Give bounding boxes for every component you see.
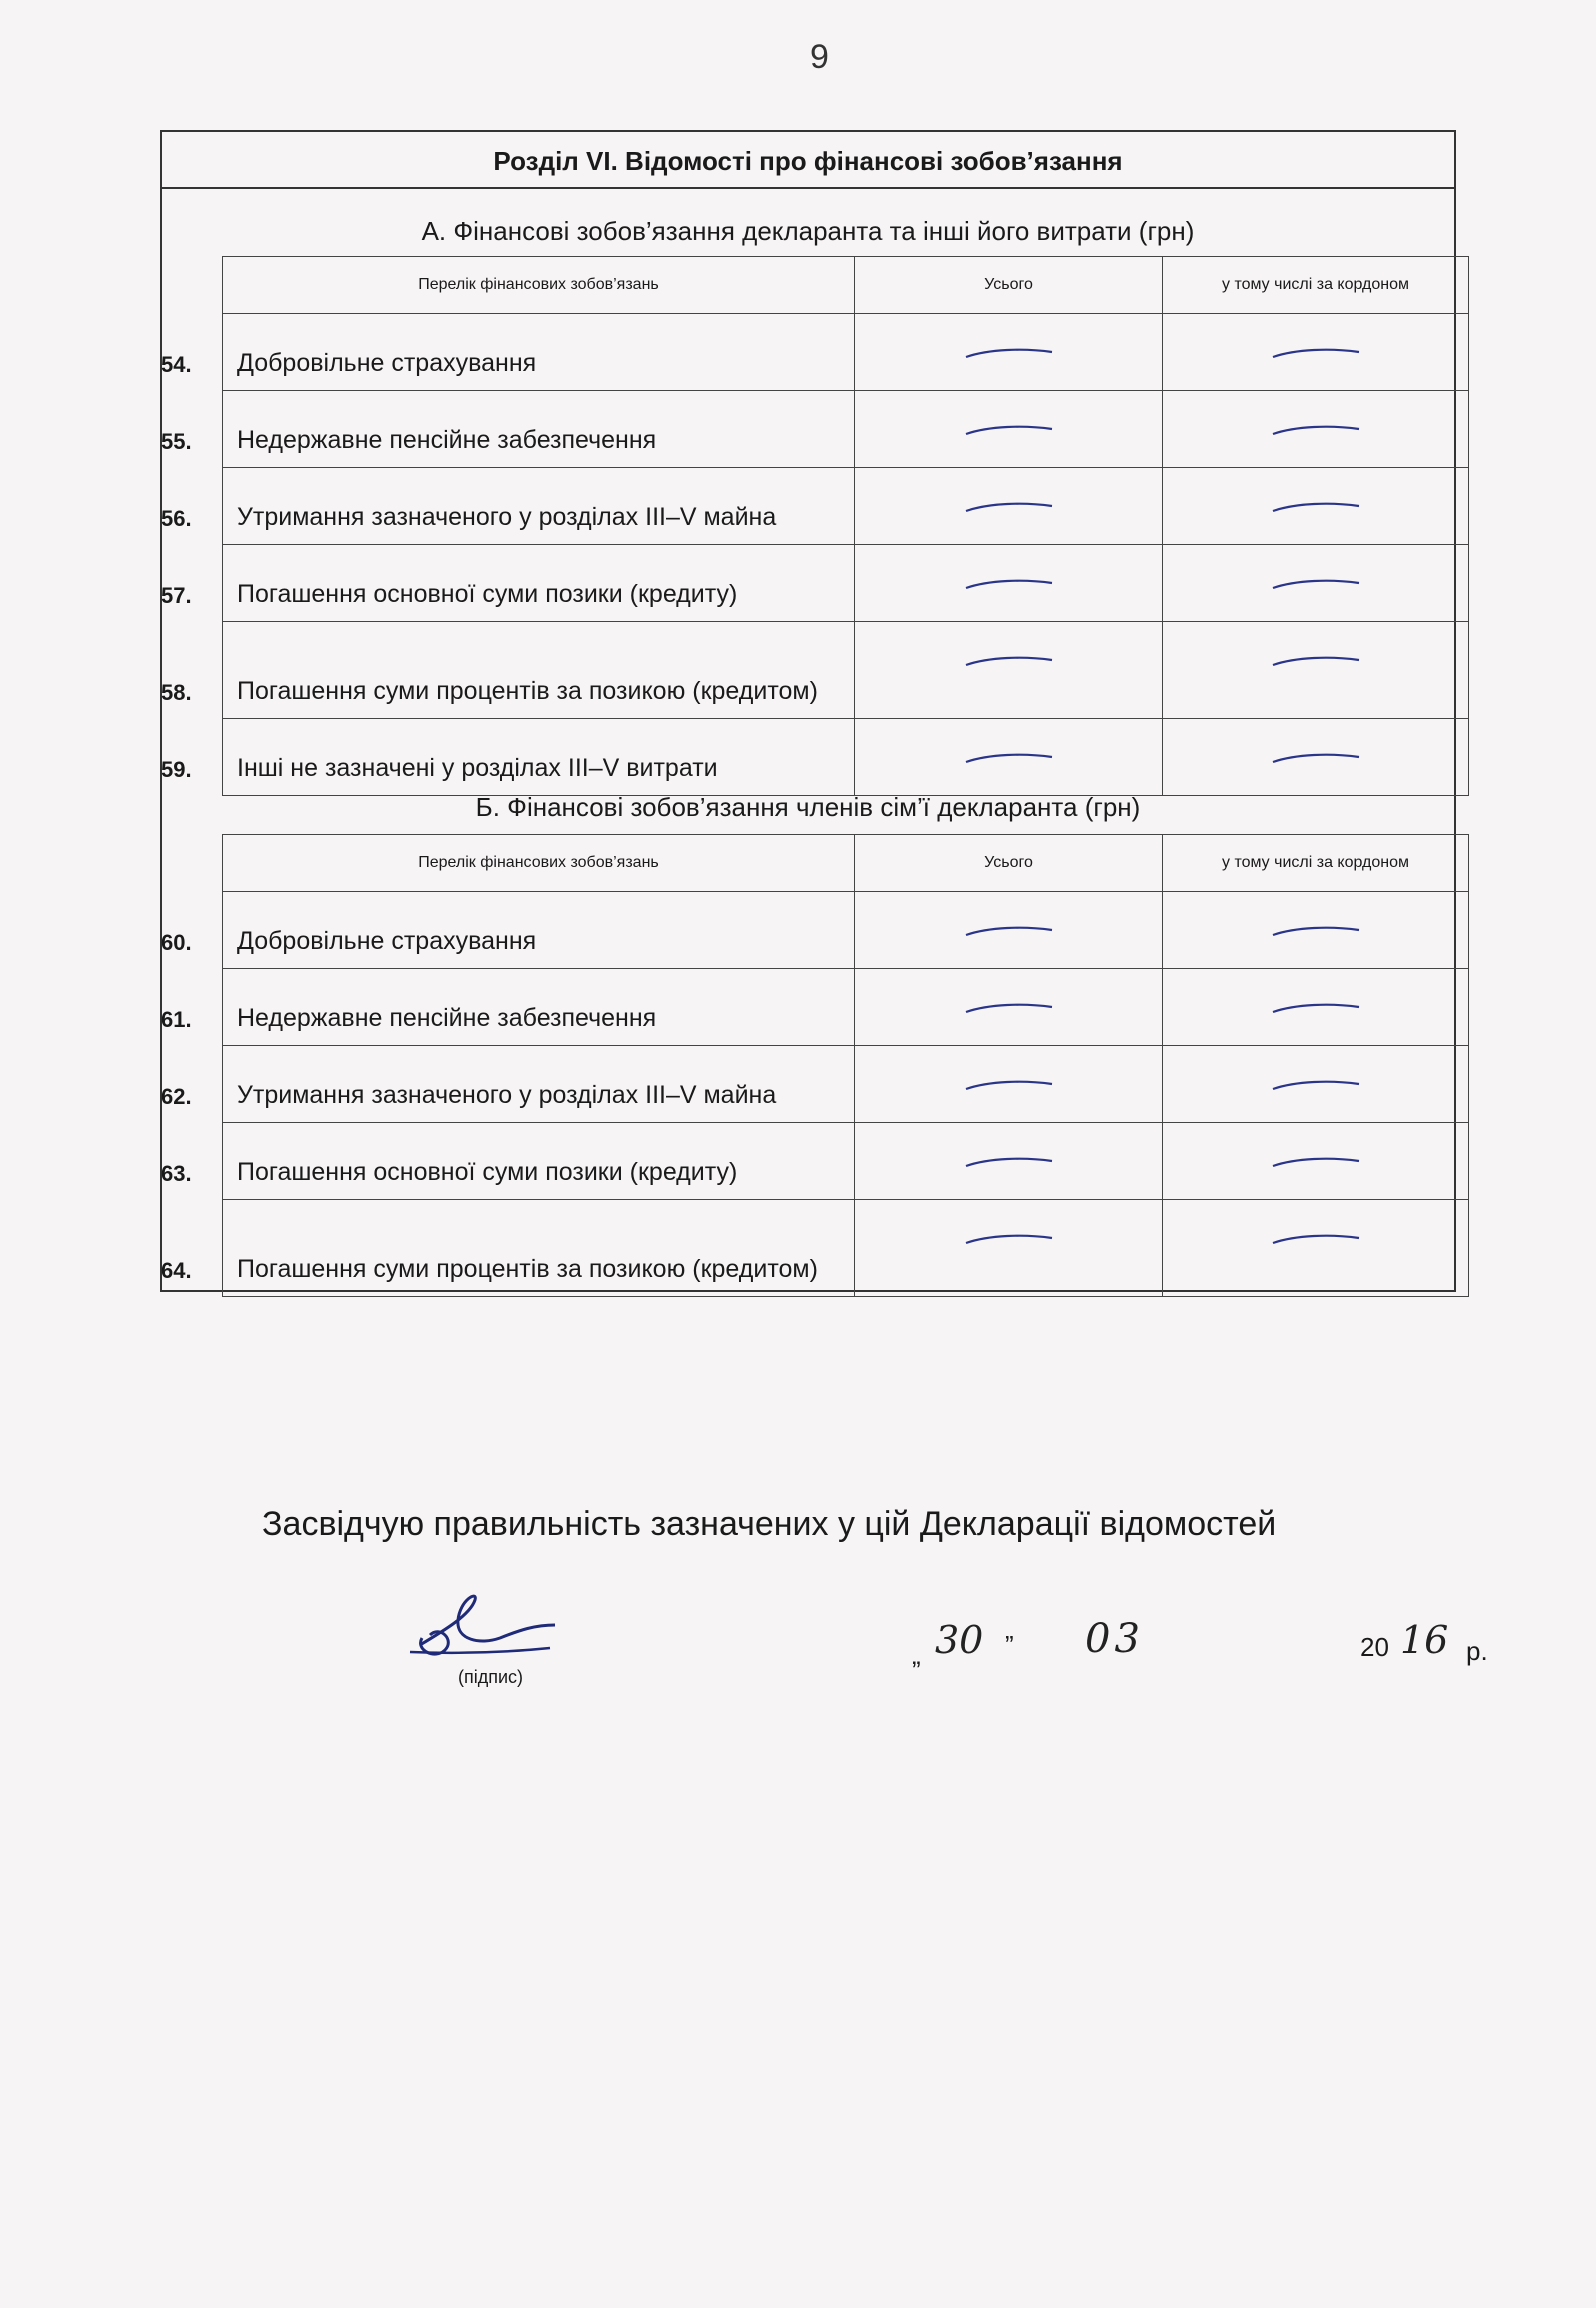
signature-label: (підпис) bbox=[458, 1667, 524, 1687]
row-number: 63. bbox=[161, 1161, 192, 1186]
obligation-label: Недержавне пенсійне забезпечення bbox=[237, 426, 657, 454]
obligation-cell bbox=[161, 391, 855, 468]
obligation-cell bbox=[161, 892, 855, 969]
obligation-label: Добровільне страхування bbox=[237, 927, 537, 955]
total-cell bbox=[855, 1046, 1163, 1123]
financial-obligations-section bbox=[160, 130, 1456, 1292]
obligation-label: Добровільне страхування bbox=[237, 349, 537, 377]
obligation-cell bbox=[161, 314, 855, 391]
row-number: 64. bbox=[161, 1258, 192, 1283]
row-number: 58. bbox=[161, 680, 192, 705]
abroad-cell bbox=[1163, 1046, 1469, 1123]
page-number: 9 bbox=[810, 38, 829, 76]
table-row bbox=[223, 545, 1469, 622]
obligation-label: Погашення основної суми позики (кредиту) bbox=[237, 1158, 738, 1186]
table-header-row bbox=[223, 257, 1469, 314]
handwritten-dash bbox=[964, 423, 1054, 437]
date-close-quote: ” bbox=[1005, 1630, 1014, 1660]
obligation-cell bbox=[161, 468, 855, 545]
abroad-cell bbox=[1163, 1200, 1469, 1297]
total-cell bbox=[855, 622, 1163, 719]
handwritten-dash bbox=[1271, 500, 1361, 514]
obligation-cell bbox=[161, 1123, 855, 1200]
handwritten-dash bbox=[964, 1155, 1054, 1169]
obligation-cell bbox=[161, 719, 855, 796]
abroad-cell bbox=[1163, 892, 1469, 969]
date-day: 30 bbox=[935, 1618, 984, 1662]
column-header-obligations: Перелік фінансових зобов’язань bbox=[223, 257, 855, 314]
abroad-cell bbox=[1163, 545, 1469, 622]
handwritten-dash bbox=[1271, 751, 1361, 765]
part-b-table bbox=[161, 834, 1469, 1297]
table-row bbox=[223, 1200, 1469, 1297]
total-cell bbox=[855, 391, 1163, 468]
handwritten-dash bbox=[964, 346, 1054, 360]
handwritten-dash bbox=[1271, 423, 1361, 437]
handwritten-signature bbox=[400, 1590, 560, 1670]
row-number: 60. bbox=[161, 930, 192, 955]
abroad-cell bbox=[1163, 622, 1469, 719]
obligation-label: Інші не зазначені у розділах III–V витрати bbox=[237, 754, 718, 782]
part-b-title: Б. Фінансові зобов’язання членів сім’ї декларанта (грн) bbox=[475, 792, 1141, 822]
total-cell bbox=[855, 892, 1163, 969]
table-header-row bbox=[223, 835, 1469, 892]
abroad-cell bbox=[1163, 719, 1469, 796]
part-a-title: А. Фінансові зобов’язання декларанта та інші його витрати (грн) bbox=[421, 216, 1195, 246]
table-row bbox=[223, 314, 1469, 391]
section-title: Розділ VI. Відомості про фінансові зобов’язання bbox=[493, 146, 1123, 176]
section-divider bbox=[162, 187, 1454, 189]
row-number: 62. bbox=[161, 1084, 192, 1109]
handwritten-dash bbox=[1271, 346, 1361, 360]
table-row bbox=[223, 1123, 1469, 1200]
obligation-label: Утримання зазначеного у розділах III–V майна bbox=[237, 1081, 777, 1109]
row-number: 56. bbox=[161, 506, 192, 531]
column-header-total: Усього bbox=[855, 835, 1163, 892]
obligation-cell bbox=[161, 622, 855, 719]
table-row bbox=[223, 391, 1469, 468]
handwritten-dash bbox=[1271, 654, 1361, 668]
date-open-quote: „ bbox=[912, 1640, 921, 1670]
handwritten-dash bbox=[964, 500, 1054, 514]
column-header-total: Усього bbox=[855, 257, 1163, 314]
obligation-cell bbox=[161, 1200, 855, 1297]
total-cell bbox=[855, 314, 1163, 391]
obligation-cell bbox=[161, 545, 855, 622]
part-a-table bbox=[161, 256, 1469, 796]
obligation-cell bbox=[161, 969, 855, 1046]
total-cell bbox=[855, 719, 1163, 796]
obligation-label: Погашення основної суми позики (кредиту) bbox=[237, 580, 738, 608]
date-year-abbrev: р. bbox=[1466, 1636, 1488, 1666]
column-header-abroad: у тому числі за кордоном bbox=[1163, 257, 1469, 314]
handwritten-dash bbox=[1271, 1078, 1361, 1092]
handwritten-dash bbox=[1271, 1232, 1361, 1246]
column-header-abroad: у тому числі за кордоном bbox=[1163, 835, 1469, 892]
handwritten-dash bbox=[964, 1001, 1054, 1015]
table-row bbox=[223, 622, 1469, 719]
abroad-cell bbox=[1163, 314, 1469, 391]
handwritten-dash bbox=[964, 654, 1054, 668]
abroad-cell bbox=[1163, 468, 1469, 545]
handwritten-dash bbox=[964, 1232, 1054, 1246]
abroad-cell bbox=[1163, 1123, 1469, 1200]
row-number: 59. bbox=[161, 757, 192, 782]
date-month: 03 bbox=[1085, 1616, 1144, 1662]
handwritten-dash bbox=[964, 924, 1054, 938]
handwritten-dash bbox=[1271, 577, 1361, 591]
handwritten-dash bbox=[964, 751, 1054, 765]
abroad-cell bbox=[1163, 391, 1469, 468]
total-cell bbox=[855, 1123, 1163, 1200]
total-cell bbox=[855, 545, 1163, 622]
handwritten-dash bbox=[1271, 1001, 1361, 1015]
abroad-cell bbox=[1163, 969, 1469, 1046]
handwritten-dash bbox=[1271, 1155, 1361, 1169]
certification-statement: Засвідчую правильність зазначених у цій Декларації відомостей bbox=[262, 1505, 1277, 1543]
table-row bbox=[223, 969, 1469, 1046]
row-number: 54. bbox=[161, 352, 192, 377]
total-cell bbox=[855, 468, 1163, 545]
obligation-label: Утримання зазначеного у розділах III–V майна bbox=[237, 503, 777, 531]
row-number: 61. bbox=[161, 1007, 192, 1032]
row-number: 55. bbox=[161, 429, 192, 454]
total-cell bbox=[855, 969, 1163, 1046]
date-year-suffix: 16 bbox=[1400, 1618, 1449, 1662]
obligation-label: Недержавне пенсійне забезпечення bbox=[237, 1004, 657, 1032]
handwritten-dash bbox=[964, 577, 1054, 591]
row-number: 57. bbox=[161, 583, 192, 608]
table-row bbox=[223, 719, 1469, 796]
column-header-obligations: Перелік фінансових зобов’язань bbox=[223, 835, 855, 892]
obligation-cell bbox=[161, 1046, 855, 1123]
table-row bbox=[223, 468, 1469, 545]
date-year-century: 20 bbox=[1360, 1632, 1389, 1662]
total-cell bbox=[855, 1200, 1163, 1297]
table-row bbox=[223, 1046, 1469, 1123]
handwritten-dash bbox=[964, 1078, 1054, 1092]
handwritten-dash bbox=[1271, 924, 1361, 938]
obligation-label: Погашення суми процентів за позикою (кредитом) bbox=[237, 1255, 818, 1283]
table-row bbox=[223, 892, 1469, 969]
obligation-label: Погашення суми процентів за позикою (кредитом) bbox=[237, 677, 818, 705]
